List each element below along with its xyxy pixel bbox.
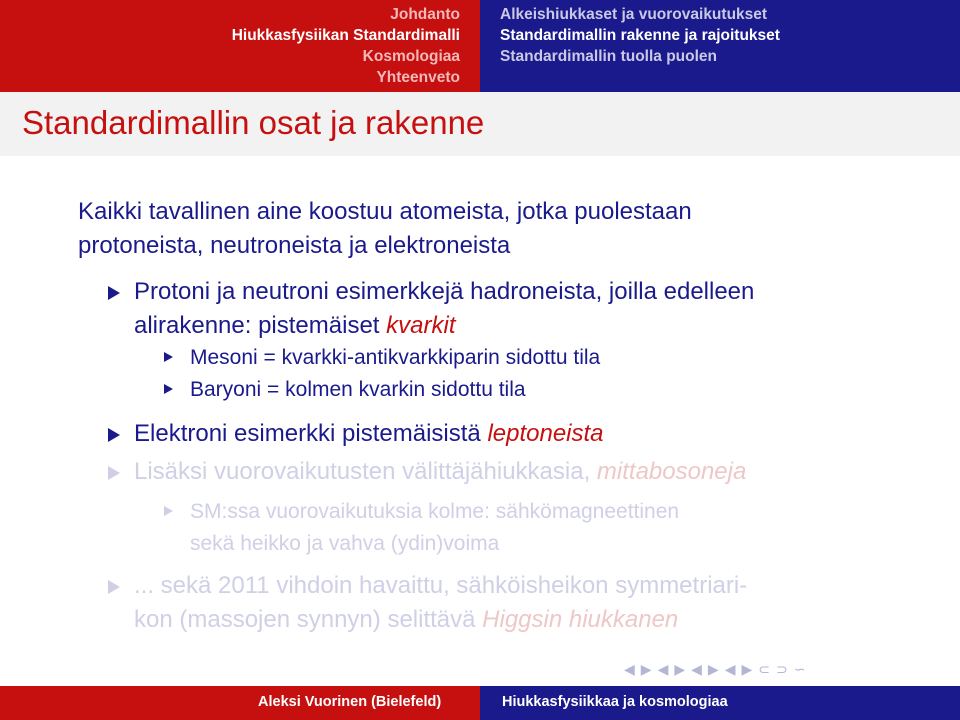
nav-subsection-rakenne[interactable]: Standardimallin rakenne ja rajoitukset [500,27,780,44]
prev-slide-icon[interactable]: ◀ [657,662,669,678]
next-subsection-icon[interactable]: ▶ [707,662,719,678]
bullet-4-icon [108,580,120,594]
bullet-3-text: Lisäksi vuorovaikutusten välittäjähiukkasia, [134,458,597,485]
section-list [232,4,460,88]
prev-frame-icon[interactable]: ◀ [624,662,635,678]
footer [0,686,960,720]
bullet-1-text: alirakenne: pistemäiset [134,312,387,339]
term-mittabosoneja: mittabosoneja [596,458,747,485]
bullet-2-icon [108,428,120,442]
frame-title-bar [0,92,960,156]
sub-bullet-sm-line-1: SM:ssa vuorovaikutuksia kolme: sähkömagneettinen [190,500,680,523]
navigation-symbols [624,660,811,680]
nav-section-kosmologiaa[interactable]: Kosmologiaa [362,48,460,65]
forward-icon[interactable]: ⊃ [775,662,788,678]
header-navigation [0,0,960,92]
bullet-3-icon [108,466,120,480]
prev-subsection-icon[interactable]: ◀ [691,662,702,678]
bullet-4-line-2 [134,606,678,634]
sub-bullet-1-icon [164,352,173,362]
nav-subsection-alkeishiukkaset[interactable]: Alkeishiukkaset ja vuorovaikutukset [500,6,768,23]
footer-title: Hiukkasfysiikkaa ja kosmologiaa [502,694,728,710]
nav-subsection-tuolla-puolen[interactable]: Standardimallin tuolla puolen [500,48,718,65]
back-icon[interactable]: ⊂ [758,662,770,678]
term-kvarkit: kvarkit [386,312,456,339]
sub-bullet-3-icon [164,506,173,516]
bullet-3-line [134,458,746,486]
sub-bullet-baryoni: Baryoni = kolmen kvarkin sidottu tila [190,378,526,401]
prev-section-icon[interactable]: ◀ [724,662,736,678]
nav-section-yhteenveto[interactable]: Yhteenveto [376,69,460,86]
intro-line-1: Kaikki tavallinen aine koostuu atomeista, jotka puolestaan [78,198,692,225]
bullet-1-icon [108,286,120,300]
bullet-4-line-1: ... sekä 2011 vihdoin havaittu, sähköisheikon symmetriari- [134,572,748,599]
bullet-1-line-2 [134,312,455,340]
slide-content [0,156,960,650]
intro-line-2: protoneista, neutroneista ja elektroneista [78,232,511,259]
bullet-1-line-1: Protoni ja neutroni esimerkkejä hadroneista, joilla edelleen [134,278,755,305]
sub-bullet-sm-line-2: sekä heikko ja vahva (ydin)voima [190,532,500,555]
next-frame-icon[interactable]: ▶ [640,662,652,678]
footer-author: Aleksi Vuorinen (Bielefeld) [258,694,442,710]
sub-bullet-2-icon [164,384,173,394]
next-slide-icon[interactable]: ▶ [674,662,686,678]
sub-bullet-mesoni: Mesoni = kvarkki-antikvarkkiparin sidottu tila [190,346,601,369]
nav-section-johdanto[interactable]: Johdanto [390,6,460,23]
next-section-icon[interactable]: ▶ [741,662,753,678]
frame-title: Standardimallin osat ja rakenne [22,104,485,141]
bullet-2-line [134,420,604,448]
subsection-list [500,4,780,67]
term-higgsin-hiukkanen: Higgsin hiukkanen [482,606,679,633]
bullet-2-text: Elektroni esimerkki pistemäisistä [134,420,488,447]
term-leptoneista: leptoneista [487,420,604,447]
search-icon[interactable]: ∽ [793,662,806,678]
nav-section-standardimalli[interactable]: Hiukkasfysiikan Standardimalli [231,27,460,44]
bullet-4-text: kon (massojen synnyn) selittävä [134,606,483,633]
